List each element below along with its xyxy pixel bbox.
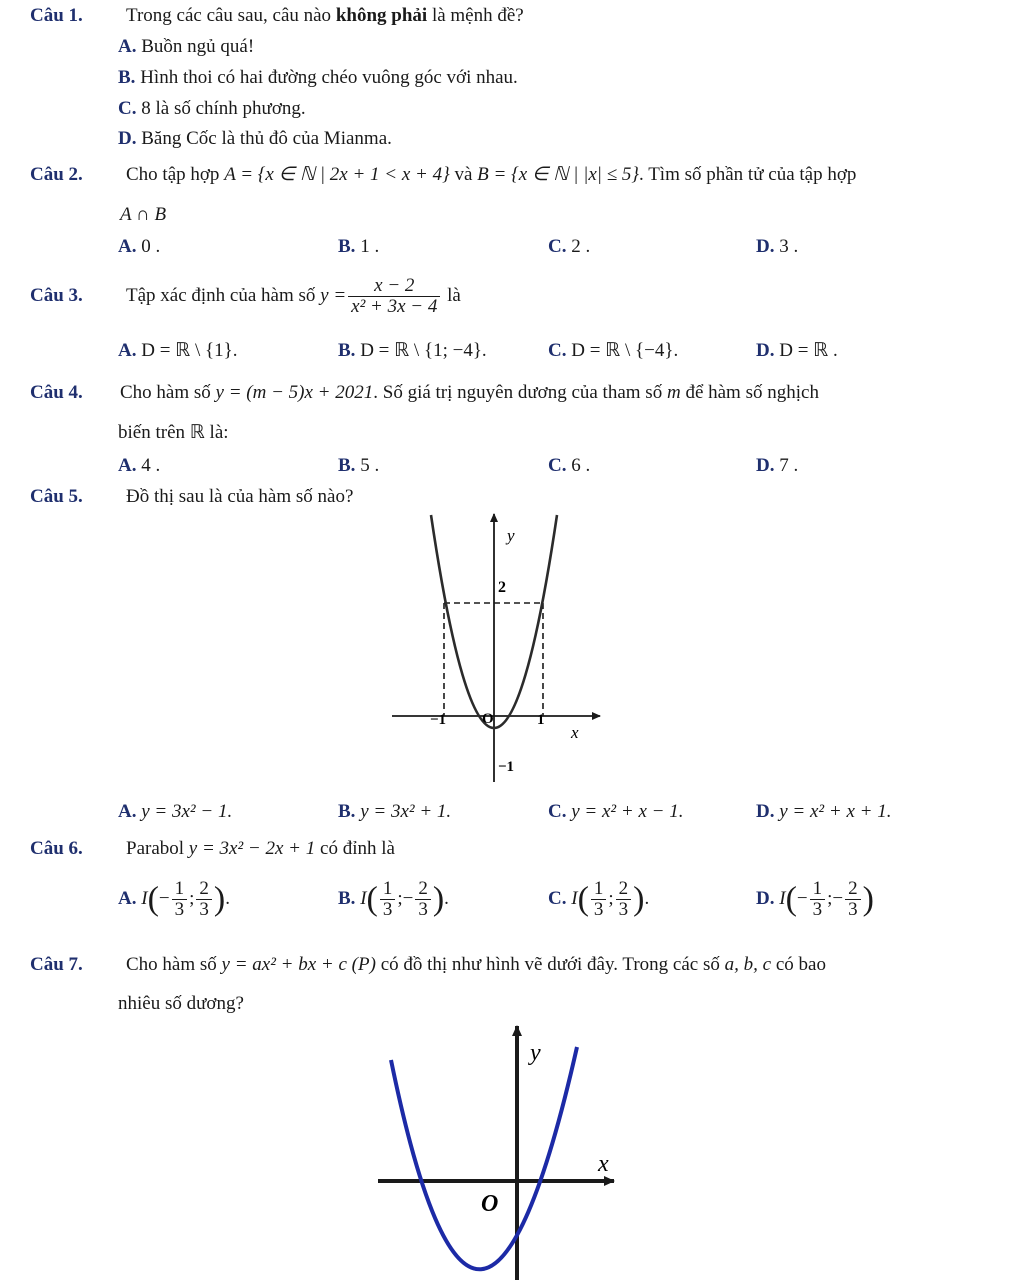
question-7-label: Câu 7. [30,954,83,975]
paren-open: ( [147,880,159,918]
stem-text: có bao [771,954,826,975]
option-letter: B. [338,236,356,257]
option-letter: B. [118,67,136,88]
denominator: x² + 3x − 4 [351,296,438,318]
tick-label-y-neg1: −1 [498,759,515,775]
question-4-option-d [756,454,798,478]
x-axis-label: x [598,1151,609,1177]
vertex-symbol: I [360,888,367,909]
question-2-label: Câu 2. [30,164,83,185]
parameter: m [666,382,681,403]
question-2-option-b [338,235,379,259]
question-4-label: Câu 4. [30,382,83,403]
numerator: 1 [810,879,826,900]
question-4-stem [120,381,819,405]
question-2-option-c [548,235,590,259]
stem-text: Trong các câu sau, câu nào [126,5,336,26]
x-axis-label: x [571,723,579,742]
question-4-stem-line2: biến trên ℝ là: [118,422,229,443]
coefficients: a, b, c [724,954,772,975]
question-3-option-a [118,339,238,363]
question-6-label: Câu 6. [30,838,83,859]
numerator: 1 [591,879,607,900]
question-7-stem [126,953,826,977]
question-1-option-a [118,35,254,59]
option-letter: A. [118,36,137,57]
numerator: 1 [380,879,396,900]
option-text: y = x² + x + 1. [779,801,892,822]
denominator: 3 [812,899,823,921]
question-3-option-c [548,339,678,363]
stem-text: có đỉnh là [315,838,395,859]
question-1-option-b [118,66,518,90]
question-4-option-b [338,454,379,478]
vertex-symbol: I [779,888,786,909]
paren-open: ( [577,880,589,918]
fraction [196,879,212,920]
sign: − [402,888,414,909]
question-2-intersection: A ∩ B [120,204,167,225]
tick-label-x-pos1: 1 [537,712,545,728]
option-letter: C. [118,98,137,119]
fraction [845,879,861,920]
denominator: 3 [618,899,629,921]
question-2-stem [126,163,856,187]
paren-close: ) [633,880,645,918]
paren-close: ) [432,880,445,918]
paren-close: ) [862,880,874,918]
stem-text: là mệnh đề? [427,5,524,26]
option-text: y = 3x² − 1. [141,801,233,822]
denominator: 3 [199,899,209,921]
stem-emphasis: không phải [335,5,428,26]
option-letter: C. [548,888,567,909]
option-letter: C. [548,801,567,822]
fraction [415,879,431,920]
option-letter: B. [338,888,356,909]
option-letter: D. [118,128,137,149]
option-letter: D. [756,888,775,909]
question-1-stem [126,4,524,28]
option-text: y = x² + x − 1. [571,801,684,822]
fraction [616,879,632,920]
set-a-formula: A = {x ∈ ℕ | 2x + 1 < x + 4} [224,164,450,185]
question-6-option-b: B. I( $\frac{1}{3}$ ;− $\frac{2}{3}$ ). [338,878,449,921]
function-fraction [348,276,440,317]
punctuation: . [644,888,650,909]
option-letter: C. [548,236,567,257]
question-6-option-c: C. I( $\frac{1}{3}$ ; $\frac{2}{3}$ ). [548,878,650,921]
option-letter: C. [548,455,567,476]
question-4-option-c [548,454,590,478]
option-text: 5 . [360,455,380,476]
numerator: 2 [616,879,632,900]
question-5-graph [384,508,604,790]
stem-text: Cho hàm số [120,382,216,403]
option-text: D = ℝ \ {1; −4}. [360,340,487,361]
option-text: 8 là số chính phương. [141,98,306,119]
question-3-option-b [338,339,487,363]
stem-text: Parabol [126,838,189,859]
option-letter: B. [338,455,356,476]
question-5-option-a [118,800,232,824]
denominator: 3 [174,899,185,921]
stem-text: Cho hàm số [126,954,222,975]
stem-text: và [449,164,478,185]
option-letter: A. [118,236,137,257]
numerator: x − 2 [348,276,440,297]
sign: − [796,888,808,909]
parabola-curve [391,1047,577,1269]
question-1-option-c [118,97,306,121]
function-lhs: y = [320,285,347,306]
vertex-symbol: I [141,888,148,909]
option-letter: D. [756,236,775,257]
y-axis-label: y [507,526,515,545]
stem-text: Cho tập hợp [126,164,225,185]
option-text: D = ℝ . [779,340,838,361]
option-letter: D. [756,340,775,361]
paren-open: ( [785,880,797,918]
option-letter: B. [338,801,356,822]
denominator: 3 [382,899,393,921]
option-text: 4 . [141,455,161,476]
option-text: Băng Cốc là thủ đô của Mianma. [141,128,392,149]
numerator: 1 [172,879,188,900]
option-text: 3 . [779,236,799,257]
option-letter: A. [118,888,137,909]
option-text: D = ℝ \ {1}. [141,340,238,361]
question-5-option-c [548,800,683,824]
question-1-option-d [118,127,392,151]
question-5-stem: Đồ thị sau là của hàm số nào? [126,486,354,507]
sign: − [158,888,170,909]
option-text: 1 . [360,236,380,257]
fraction [591,879,607,920]
paren-open: ( [366,880,378,918]
fraction [172,879,188,920]
question-3-label: Câu 3. [30,285,83,306]
denominator: 3 [848,899,858,921]
question-5-option-d [756,800,891,824]
question-2-option-d [756,235,798,259]
numerator: 2 [415,879,431,900]
origin-label: O [481,1191,499,1217]
punctuation: . [225,888,230,909]
denominator: 3 [593,899,604,921]
fraction [380,879,396,920]
stem-text: . Tìm số phần tử của tập hợp [639,164,857,185]
y-axis-label: y [530,1040,541,1066]
question-5-option-b [338,800,451,824]
option-text: D = ℝ \ {−4}. [571,340,679,361]
question-5-label: Câu 5. [30,486,83,507]
punctuation: . [444,888,449,909]
option-text: 2 . [571,236,591,257]
question-6-stem [126,837,395,861]
stem-text: để hàm số nghịch [680,382,819,403]
option-text: 0 . [141,236,161,257]
option-text: Hình thoi có hai đường chéo vuông góc với nhau. [140,67,518,88]
tick-label-x-neg1: −1 [430,712,447,728]
fraction [810,879,826,920]
option-letter: A. [118,455,137,476]
paren-close: ) [213,880,226,918]
question-3-stem [126,274,461,318]
vertex-symbol: I [571,888,578,909]
function-formula: y = 3x² − 2x + 1 [188,838,316,859]
option-text: 7 . [779,455,799,476]
question-2-option-a [118,235,160,259]
stem-text: Tập xác định của hàm số [126,285,321,306]
stem-text: . Số giá trị nguyên dương của tham số [373,382,667,403]
sign: − [832,888,844,909]
question-1-label: Câu 1. [30,5,83,26]
function-formula: y = ax² + bx + c (P) [221,954,376,975]
option-letter: B. [338,340,356,361]
stem-text: có đồ thị như hình vẽ dưới đây. Trong các số [375,954,725,975]
option-text: 6 . [571,455,591,476]
numerator: 2 [845,879,861,900]
option-letter: A. [118,801,137,822]
option-letter: C. [548,340,567,361]
option-text: y = 3x² + 1. [360,801,452,822]
denominator: 3 [418,899,428,921]
tick-label-y2: 2 [498,579,506,596]
option-letter: D. [756,455,775,476]
set-b-formula: B = {x ∈ ℕ | |x| ≤ 5} [477,164,640,185]
origin-label: O [482,711,494,727]
option-letter: A. [118,340,137,361]
question-4-option-a [118,454,160,478]
question-6-option-a: A. I(− $\frac{1}{3}$ ; $\frac{2}{3}$ ). [118,878,230,921]
question-3-option-d [756,339,838,363]
stem-text: là [442,285,461,306]
question-7-stem-line2: nhiêu số dương? [118,993,244,1014]
function-formula: y = (m − 5)x + 2021 [215,382,374,403]
option-letter: D. [756,801,775,822]
question-6-option-d: D. I(− $\frac{1}{3}$ ;− $\frac{2}{3}$ ) [756,878,874,921]
numerator: 2 [196,879,212,900]
question-7-graph [372,1018,632,1280]
option-text: Buồn ngủ quá! [141,36,255,57]
